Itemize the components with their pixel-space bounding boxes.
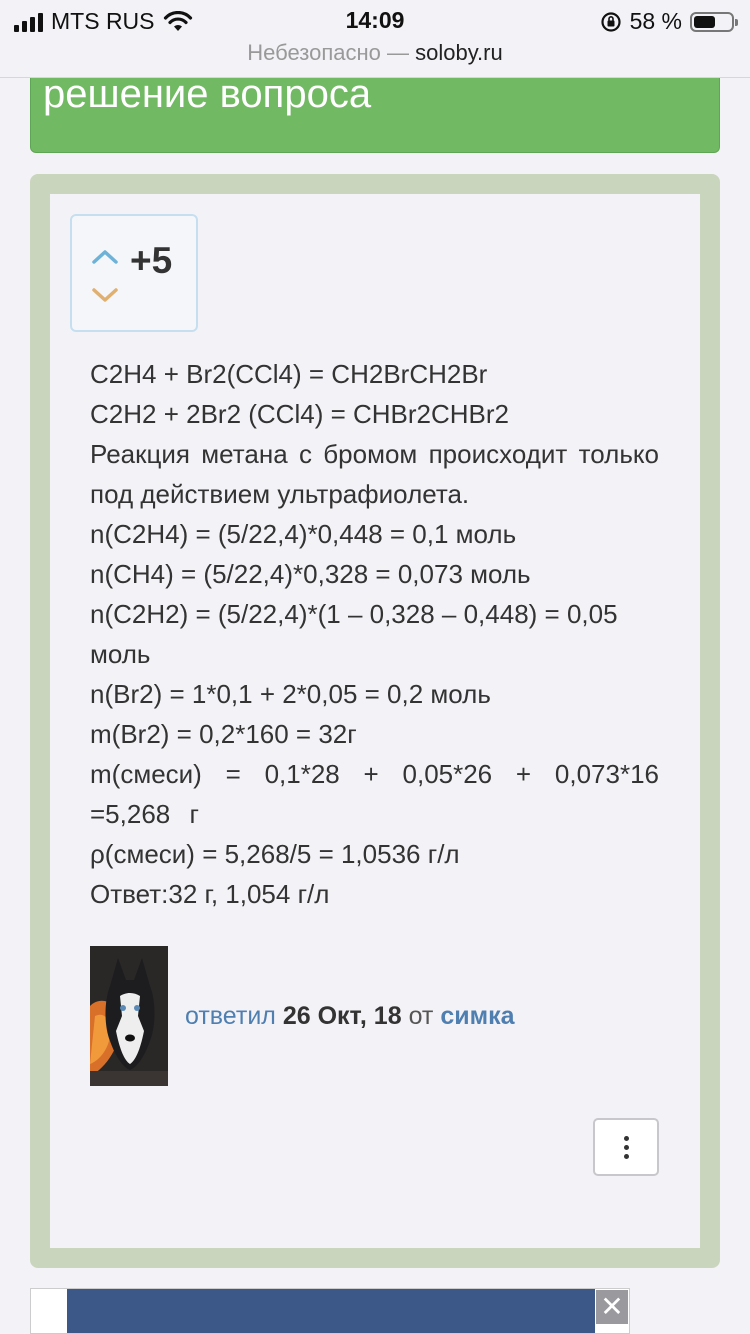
battery-percent: 58 %	[629, 8, 682, 34]
answer-text	[90, 354, 659, 914]
answer-date: 26 Окт, 18	[282, 1002, 402, 1030]
answer-line: n(C2H4) = (5/22,4)*0,448 = 0,1 моль	[90, 519, 517, 549]
vote-score: +5	[130, 240, 173, 281]
vote-box	[70, 214, 198, 332]
by-label: от	[408, 1002, 434, 1030]
answer-line: m(Br2) = 0,2*160 = 32г	[90, 719, 357, 749]
answer-line: Реакция метана с бромом происходит только под действием ультрафиолета.	[90, 439, 659, 509]
battery-level	[694, 16, 715, 28]
status-right	[600, 8, 734, 35]
answer-line: Ответ:32 г, 1,054 г/л	[90, 879, 330, 909]
vote-up-icon[interactable]	[90, 246, 120, 266]
answered-label[interactable]: ответил	[185, 1002, 276, 1030]
status-bar	[0, 0, 750, 44]
ad-banner[interactable]	[30, 1288, 630, 1334]
battery-icon	[690, 12, 734, 32]
answer-card	[30, 174, 720, 1268]
husky-avatar-image	[90, 946, 168, 1086]
answer-author-link[interactable]: симка	[440, 1002, 515, 1030]
vertical-ellipsis-icon-dot	[624, 1154, 629, 1159]
answer-line: n(C2H2) = (5/22,4)*(1 – 0,328 – 0,448) = 0,05 моль	[90, 599, 618, 669]
vertical-ellipsis-icon-dot	[624, 1145, 629, 1150]
answer-line: ρ(смеси) = 5,268/5 = 1,0536 г/л	[90, 839, 460, 869]
close-icon[interactable]: ✕	[596, 1290, 628, 1324]
answer-line: n(CH4) = (5/22,4)*0,328 = 0,073 моль	[90, 559, 531, 589]
url-bar[interactable]	[0, 40, 750, 66]
url-security-label: Небезопасно —	[247, 40, 416, 65]
answer-line: C2H2 + 2Br2 (CCl4) = CHBr2CHBr2	[90, 399, 510, 429]
carrier-name: MTS RUS	[51, 8, 155, 34]
status-time: 14:09	[345, 7, 405, 33]
url-host: soloby.ru	[415, 40, 503, 65]
vote-down-icon[interactable]	[90, 286, 120, 306]
section-header	[30, 78, 720, 153]
answer-card-body	[50, 194, 700, 1248]
answer-line: C2H4 + Br2(CCl4) = CH2BrCH2Br	[90, 359, 488, 389]
vertical-ellipsis-icon	[624, 1136, 629, 1141]
answer-line: n(Br2) = 1*0,1 + 2*0,05 = 0,2 моль	[90, 679, 491, 709]
answer-meta	[185, 1002, 515, 1031]
orientation-lock-icon	[600, 11, 622, 33]
more-options-button[interactable]	[593, 1118, 659, 1176]
section-title: решение вопроса	[43, 78, 372, 116]
ad-banner-image	[67, 1289, 595, 1334]
avatar[interactable]	[90, 946, 168, 1086]
answer-line: m(смеси) = 0,1*28 + 0,05*26 + 0,073*16 =5,268 г	[90, 759, 659, 829]
